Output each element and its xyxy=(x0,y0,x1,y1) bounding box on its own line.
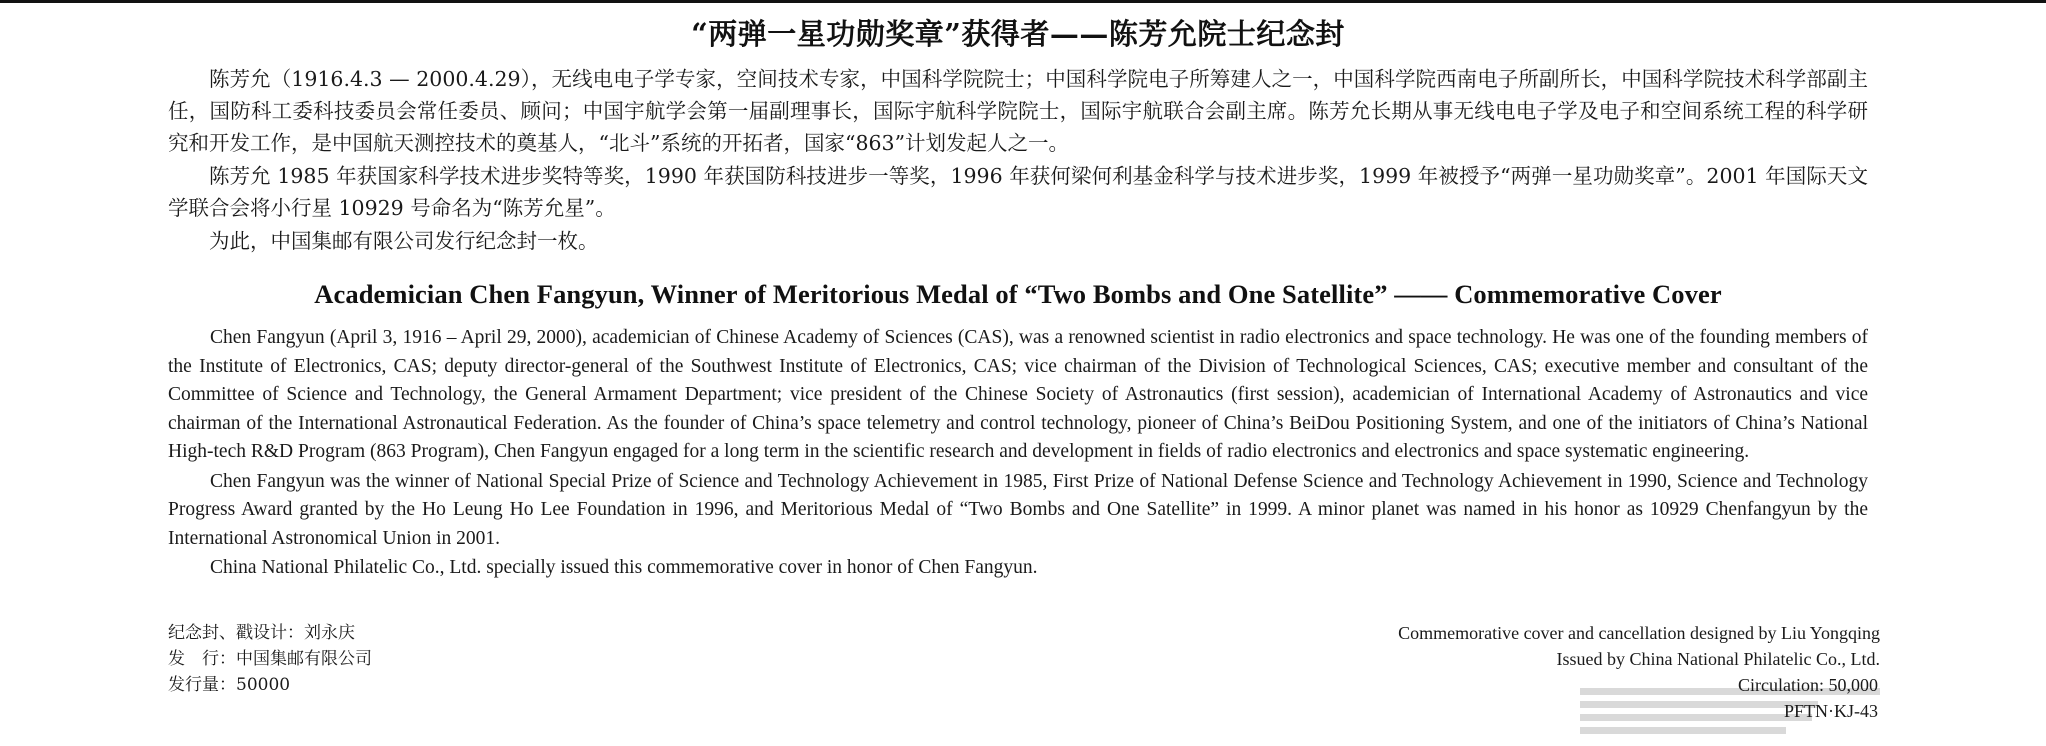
chinese-title: “两弹一星功勋奖章”获得者——陈芳允院士纪念封 xyxy=(691,17,1345,51)
english-paragraph-2: Chen Fangyun was the winner of National Special Prize of Science and Technology Achievement in 1985, First Prize of National Defense Science and Technology Achievement in 1990, Science and Technology Progress Award granted by the Ho Leung Ho Lee Foundation in 1996, and Meritorious Medal of “Two Bombs and One Satellite” in 1999. A minor planet was named in his honor as 10929 Chenfangyun by the International Astronomical Union in 2001. xyxy=(168,470,1868,549)
colophon-english xyxy=(1398,620,1880,724)
colophon-chinese xyxy=(168,620,372,698)
colophon-en-circulation: Circulation: 50,000 xyxy=(1738,675,1878,695)
colophon xyxy=(168,620,1880,740)
header-rule xyxy=(0,0,2046,3)
document-content xyxy=(168,6,1868,584)
chinese-paragraph-2: 陈芳允 1985 年获国家科学技术进步奖特等奖，1990 年获国防科技进步一等奖，1996 年获何梁何利基金科学与技术进步奖，1999 年被授予“两弹一星功勋奖章”。2001 年国际天文学联合会将小行星 10929 号命名为“陈芳允星”。 xyxy=(168,164,1868,220)
colophon-cn-issuer: 发 行：中国集邮有限公司 xyxy=(168,649,372,669)
barcode-bar xyxy=(1580,727,1786,734)
english-paragraph-1: Chen Fangyun (April 3, 1916 – April 29, 2000), academician of Chinese Academy of Sciences (CAS), was a renowned scientist in radio electronics and space technology. He was one of the founding members of the Institute of Electronics, CAS; deputy director-general of the Southwest Institute of Electronics, CAS; vice chairman of the Division of Technological Sciences, CAS; executive member and consultant of the Committee of Science and Technology, the General Armament Department; vice president of the Chinese Society of Astronautics (first session), academician of International Academy of Astronautics and vice chairman of the International Astronautical Federation. As the founder of China’s space telemetry and control technology, pioneer of China’s BeiDou Positioning System, and one of the initiators of China’s National High-tech R&D Program (863 Program), Chen Fangyun engaged for a long term in the scientific research and development in fields of radio electronics and electronics and space systematic engineering. xyxy=(168,327,1868,462)
chinese-paragraph-1: 陈芳允（1916.4.3 — 2000.4.29），无线电电子学专家，空间技术专家，中国科学院院士；中国科学院电子所筹建人之一，中国科学院西南电子所副所长，中国科学院技术科学部副主任，国防科工委科技委员会常任委员、顾问；中国宇航学会第一届副理事长，国际宇航科学院院士，国际宇航联合会副主席。陈芳允长期从事无线电电子学及电子和空间系统工程的科学研究和开发工作，是中国航天测控技术的奠基人，“北斗”系统的开拓者，国家“863”计划发起人之一。 xyxy=(168,67,1868,155)
colophon-en-designer: Commemorative cover and cancellation designed by Liu Yongqing xyxy=(1398,623,1880,643)
colophon-en-issuer: Issued by China National Philatelic Co., Ltd. xyxy=(1556,649,1880,669)
english-paragraph-3: China National Philatelic Co., Ltd. specially issued this commemorative cover in honor of Chen Fangyun. xyxy=(210,557,1038,578)
colophon-en-catalog-code: PFTN·KJ-43 xyxy=(1783,701,1878,721)
chinese-paragraph-3: 为此，中国集邮有限公司发行纪念封一枚。 xyxy=(209,229,599,253)
english-title: Academician Chen Fangyun, Winner of Meritorious Medal of “Two Bombs and One Satellite” —— Commemorative Cover xyxy=(314,279,1722,309)
colophon-cn-circulation: 发行量：50000 xyxy=(168,675,291,695)
colophon-cn-designer: 纪念封、戳设计：刘永庆 xyxy=(168,623,355,643)
